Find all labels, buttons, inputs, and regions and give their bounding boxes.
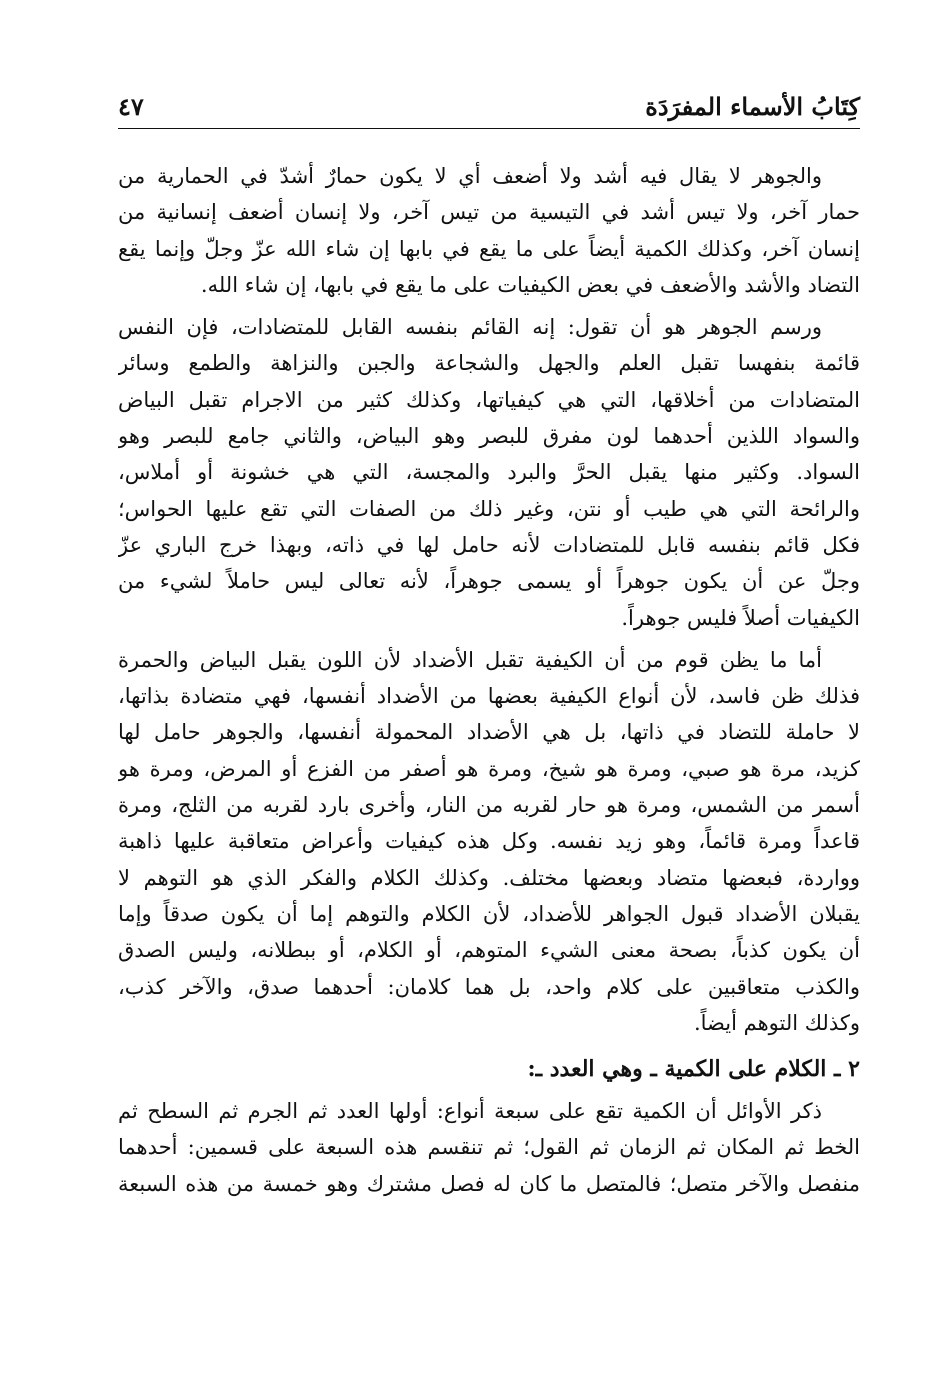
text-line: وجلّ عن أن يكون جوهراً أو يسمى جوهراً، لأنه تعالى ليس حاملاً لشيء من [118,569,860,594]
text-line: أن يكون كذباً، بصحة معنى الشيء المتوهم، أو الكلام، أو ببطلانه، وليس الصدق [118,938,860,963]
text-line: كزيد، مرة هو صبي، ومرة هو شيخ، ومرة هو أصفر من الفزع أو المرض، ومرة هو [118,756,860,781]
book-title: كِتَابُ الأسماء المفرَدَة [645,92,860,121]
paragraph-3 [118,642,860,1041]
header-rule [118,128,860,129]
text-line: فكل قائم بنفسه قابل للمتضادات لأنه حامل لها في ذاته، وبهذا خرج الباري عزّ [118,532,860,557]
text-line: يقبلان الأضداد قبول الجواهر للأضداد، لأن الكلام والتوهم إما أن يكون صدقاً وإما [118,901,860,926]
running-head [118,92,860,126]
text-line: لا حاملة للتضاد في ذاتها، بل هي الأضداد المحمولة أنفسها، والجوهر حامل لها [118,720,860,745]
text-line: أما ما يظن قوم من أن الكيفية تقبل الأضداد لأن اللون يقبل البياض والحمرة [118,647,822,672]
text-line: إنسان آخر، وكذلك الكمية أيضاً على ما يقع في بابها إن شاء الله عزّ وجلّ وإنما يقع [118,236,860,261]
text-line: وواردة، فبعضها متضاد وبعضها مختلف. وكذلك الكلام والفكر الذي هو التوهم لا [118,865,860,890]
page-number: ٤٧ [118,92,144,121]
text-line: أسمر من الشمس، ومرة هو حار لقربه من النار، وأخرى بارد لقربه من الثلج، ومرة [118,793,860,818]
text-line: ورسم الجوهر هو أن تقول: إنه القائم بنفسه القابل للمتضادات، فإن النفس [118,315,822,340]
text-line: قائمة بنفهسا تقبل العلم والجهل والشجاعة والجبن والنزاهة والطمع وسائر [118,351,860,376]
text-line: فذلك ظن فاسد، لأن أنواع الكيفية بعضها من الأضداد أنفسها، فهي متضادة بذاتها، [118,684,860,709]
text-line: الكيفيات أصلاً فليس جوهراً. [621,605,860,630]
text-line: وكذلك التوهم أيضاً. [693,1010,860,1035]
text-line: والسواد اللذين أحدهما لون مفرق للبصر وهو البياض، والثاني جامع للبصر وهو [118,424,860,449]
text-line: ذكر الأوائل أن الكمية تقع على سبعة أنواع: أولها العدد ثم الجرم ثم السطح ثم [118,1099,822,1124]
text-line: حمار آخر، ولا تيس أشد في التيسية من تيس آخر، ولا إنسان أضعف إنسانية من [118,200,860,225]
text-line: المتضادات من أخلاقها، التي هي كيفياتها، وكذلك كثير من الاجرام تقبل البياض [118,387,860,412]
paragraph-1 [118,158,860,303]
text-line: السواد. وكثير منها يقبل الحرَّ والبرد والمجسة، التي هي خشونة أو أملاس، [118,460,860,485]
text-line: الخط ثم المكان ثم الزمان ثم القول؛ ثم تنقسم هذه السبعة على قسمين: أحدهما [118,1135,860,1160]
text-line: التضاد والأشد والأضعف في بعض الكيفيات على ما يقع في بابها، إن شاء الله. [200,272,860,297]
text-line: والكذب متعاقبين على كلام واحد، بل هما كلامان: أحدهما صدق، والآخر كذب، [118,974,860,999]
text-line: قاعداً ومرة قائماً، وهو زيد نفسه. وكل هذه كيفيات وأعراض متعاقبة عليها ذاهبة [118,829,860,854]
body-text [118,158,860,1202]
text-line: منفصل والآخر متصل؛ فالمتصل ما كان له فصل مشترك وهو خمسة من هذه السبعة [118,1171,860,1196]
text-line: والرائحة التي هي طيب أو نتن، وغير ذلك من الصفات التي تقع عليها الحواس؛ [118,496,860,521]
paragraph-4 [118,1093,860,1202]
text-line: والجوهر لا يقال فيه أشد ولا أضعف أي لا يكون حمارٌ أشدّ في الحمارية من [118,164,822,188]
paragraph-2 [118,309,860,636]
section-heading: ٢ ـ الكلام على الكمية ـ وهي العدد ـ: [527,1056,860,1083]
